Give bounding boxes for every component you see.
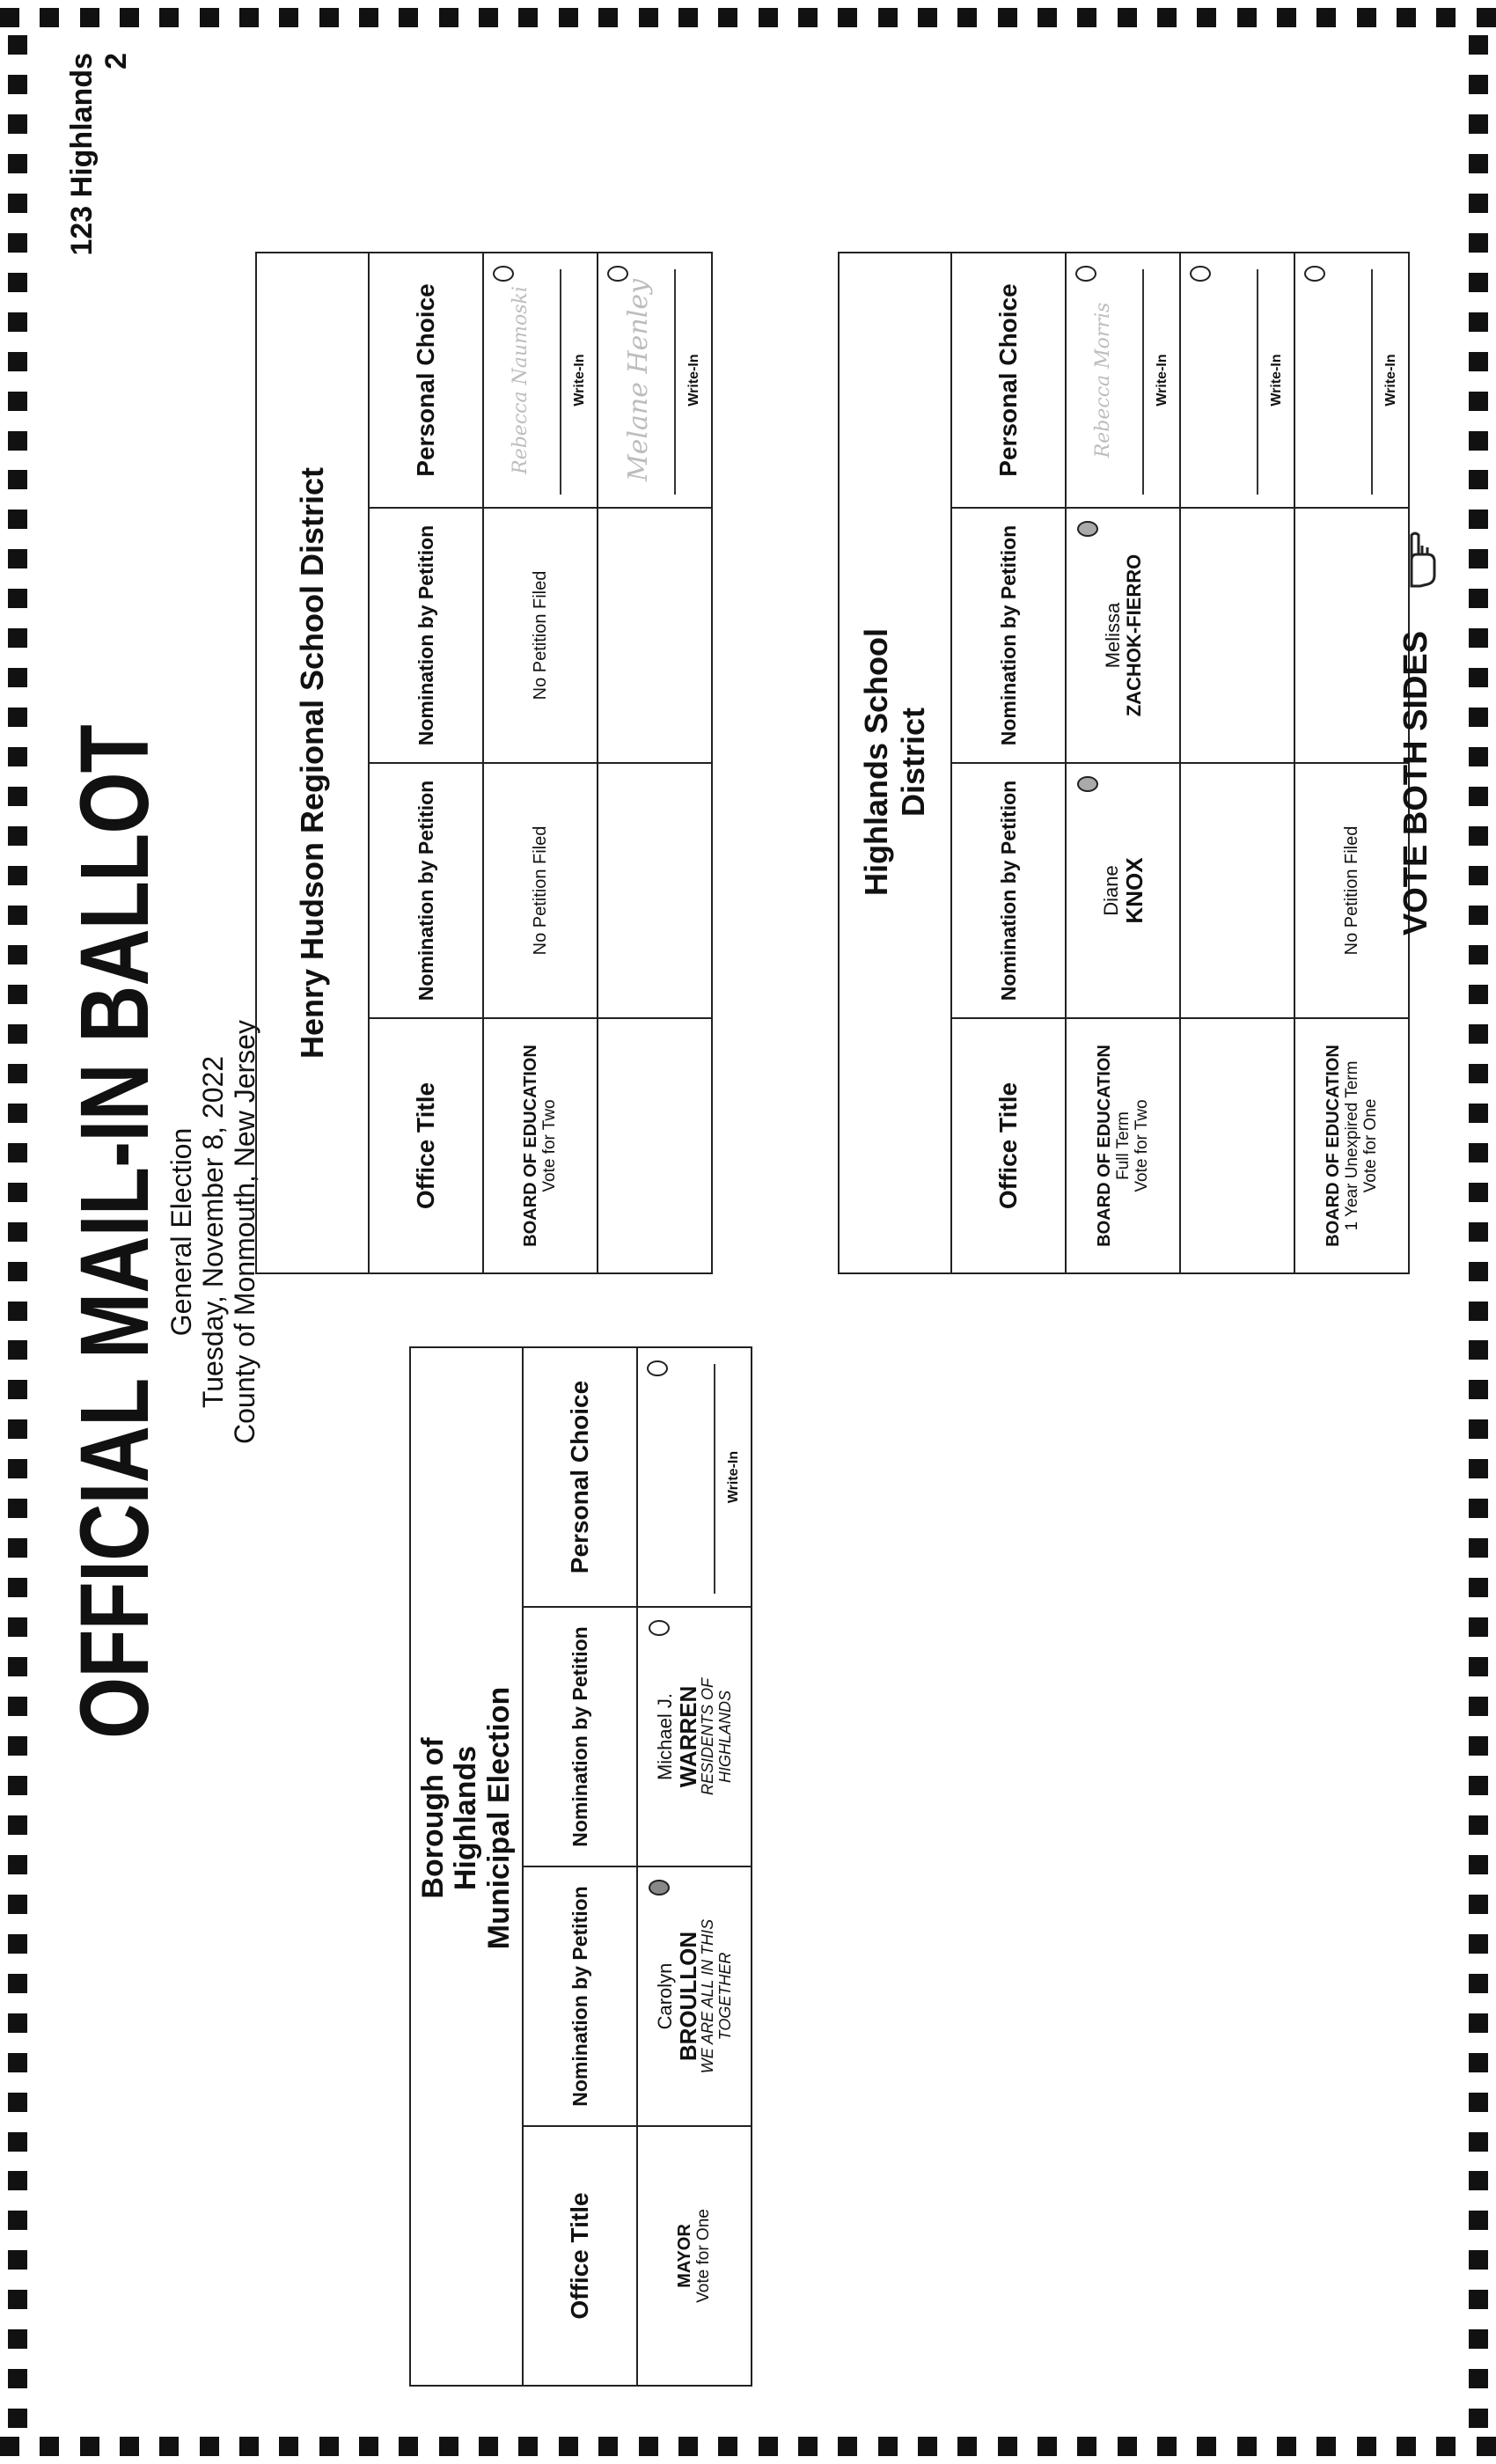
ballot-rotated-content xyxy=(35,35,1461,2429)
timing-mark xyxy=(1469,668,1488,687)
candidate-warren[interactable]: Michael J. WARREN RESIDENTS OF HIGHLANDS xyxy=(637,1607,752,1866)
write-in-line[interactable] xyxy=(1142,269,1144,495)
office-cell-mayor xyxy=(637,2126,752,2386)
timing-mark xyxy=(8,1657,27,1676)
timing-marks-bottom xyxy=(0,2429,1496,2464)
timing-mark xyxy=(1237,2437,1257,2456)
write-in-label: Write-In xyxy=(1269,354,1284,407)
timing-mark xyxy=(1469,352,1488,371)
timing-mark xyxy=(838,8,857,27)
timing-mark xyxy=(1469,787,1488,806)
timing-mark xyxy=(1469,312,1488,332)
timing-mark xyxy=(718,8,737,27)
write-in-mayor[interactable] xyxy=(637,1347,752,1607)
write-in-highlands-2[interactable] xyxy=(1180,253,1294,508)
timing-mark xyxy=(8,1183,27,1202)
timing-mark xyxy=(8,2369,27,2388)
write-in-line[interactable] xyxy=(714,1364,715,1594)
henry-hudson-title: Henry Hudson Regional School District xyxy=(294,466,330,1060)
timing-mark xyxy=(399,8,418,27)
timing-mark xyxy=(8,2013,27,2033)
vote-bubble[interactable] xyxy=(649,1620,670,1636)
ballot-title: OFFICIAL MAIL-IN BALLOT xyxy=(61,725,169,1739)
timing-mark xyxy=(1157,2437,1177,2456)
timing-mark xyxy=(8,1262,27,1281)
write-in-label: Write-In xyxy=(572,354,587,407)
timing-mark xyxy=(1277,2437,1296,2456)
timing-mark xyxy=(1469,628,1488,648)
municipal-title-line2: Municipal Election xyxy=(481,1686,516,1950)
timing-mark xyxy=(8,906,27,925)
timing-mark xyxy=(8,1340,27,1360)
vote-bubble[interactable] xyxy=(1190,266,1211,282)
timing-mark xyxy=(1469,2409,1488,2428)
timing-mark xyxy=(8,114,27,134)
timing-mark xyxy=(1469,1697,1488,1716)
timing-mark xyxy=(798,2437,818,2456)
timing-mark xyxy=(479,2437,498,2456)
timing-mark xyxy=(1469,1024,1488,1044)
timing-mark xyxy=(319,2437,339,2456)
timing-mark xyxy=(8,392,27,411)
timing-mark xyxy=(1469,233,1488,253)
timing-mark xyxy=(1469,985,1488,1004)
timing-mark xyxy=(8,1064,27,1083)
timing-mark xyxy=(1469,2013,1488,2033)
timing-mark xyxy=(8,1419,27,1439)
col-petition-2: Nomination by Petition xyxy=(369,508,483,763)
timing-mark xyxy=(479,8,498,27)
vote-bubble[interactable] xyxy=(1304,266,1325,282)
timing-mark xyxy=(1469,2329,1488,2349)
timing-mark xyxy=(8,2290,27,2309)
highlands-title: Highlands School District xyxy=(858,628,931,897)
timing-mark xyxy=(1469,2211,1488,2230)
timing-mark xyxy=(559,2437,578,2456)
col-petition-1: Nomination by Petition xyxy=(369,763,483,1018)
timing-mark xyxy=(1469,431,1488,451)
timing-mark xyxy=(918,8,937,27)
timing-mark xyxy=(1469,1776,1488,1795)
timing-mark xyxy=(1469,1617,1488,1637)
timing-mark xyxy=(1469,2369,1488,2388)
timing-mark xyxy=(8,549,27,568)
timing-mark xyxy=(957,2437,977,2456)
vote-bubble[interactable] xyxy=(1077,776,1098,792)
col-petition-1: Nomination by Petition xyxy=(523,1866,637,2126)
timing-mark xyxy=(918,2437,937,2456)
col-office-title: Office Title xyxy=(369,1018,483,1273)
timing-mark xyxy=(1469,2171,1488,2190)
timing-mark xyxy=(878,8,898,27)
timing-mark xyxy=(8,1578,27,1597)
timing-mark xyxy=(1469,35,1488,55)
timing-mark xyxy=(8,35,27,55)
timing-mark xyxy=(1469,2132,1488,2152)
timing-mark xyxy=(8,1855,27,1874)
timing-mark xyxy=(8,589,27,608)
timing-mark xyxy=(1197,2437,1216,2456)
timing-mark xyxy=(1397,8,1416,27)
timing-mark xyxy=(1469,1143,1488,1162)
timing-mark xyxy=(957,8,977,27)
timing-mark xyxy=(8,2250,27,2270)
timing-mark xyxy=(1469,1340,1488,1360)
timing-mark xyxy=(1469,1736,1488,1756)
vote-both-sides: VOTE BOTH SIDES xyxy=(1397,630,1434,936)
timing-mark xyxy=(80,2437,99,2456)
timing-mark xyxy=(1469,1380,1488,1399)
timing-mark xyxy=(8,154,27,173)
timing-mark xyxy=(759,8,778,27)
timing-mark xyxy=(998,2437,1017,2456)
timing-mark xyxy=(8,945,27,964)
handwritten-write-in: Melane Henley xyxy=(623,278,654,482)
timing-mark xyxy=(359,2437,378,2456)
timing-mark xyxy=(518,2437,538,2456)
timing-mark xyxy=(1038,8,1057,27)
timing-mark xyxy=(40,2437,59,2456)
timing-mark xyxy=(8,1697,27,1716)
timing-mark xyxy=(598,8,618,27)
timing-mark xyxy=(0,8,19,27)
timing-mark xyxy=(8,1459,27,1478)
timing-mark xyxy=(8,1736,27,1756)
timing-mark xyxy=(1357,2437,1376,2456)
timing-mark xyxy=(678,8,698,27)
municipal-title-line1: Borough of Highlands xyxy=(415,1737,483,1899)
timing-mark xyxy=(1469,2093,1488,2112)
timing-mark xyxy=(1118,8,1137,27)
timing-mark xyxy=(8,2211,27,2230)
timing-mark xyxy=(8,985,27,1004)
timing-mark xyxy=(8,352,27,371)
vote-bubble[interactable] xyxy=(649,1880,670,1896)
write-in-label: Write-In xyxy=(1383,354,1398,407)
timing-mark xyxy=(8,2171,27,2190)
timing-mark xyxy=(718,2437,737,2456)
timing-mark xyxy=(8,431,27,451)
timing-mark xyxy=(1469,589,1488,608)
timing-mark xyxy=(1469,1064,1488,1083)
timing-mark xyxy=(8,194,27,213)
timing-mark xyxy=(399,2437,418,2456)
timing-mark xyxy=(1469,1974,1488,1993)
handwritten-write-in: Rebecca Morris xyxy=(1092,302,1114,458)
timing-mark xyxy=(8,1499,27,1518)
vote-bubble[interactable] xyxy=(647,1360,668,1376)
timing-mark xyxy=(200,8,219,27)
write-in-line[interactable] xyxy=(674,269,676,495)
write-in-label: Write-In xyxy=(726,1450,741,1504)
timing-mark xyxy=(8,2329,27,2349)
timing-mark xyxy=(1469,747,1488,766)
timing-mark xyxy=(1469,1104,1488,1123)
timing-mark xyxy=(1469,1419,1488,1439)
timing-mark xyxy=(1397,2437,1416,2456)
timing-mark xyxy=(8,1302,27,1321)
timing-mark xyxy=(80,8,99,27)
timing-mark xyxy=(279,8,298,27)
timing-mark xyxy=(1469,194,1488,213)
timing-mark xyxy=(8,1895,27,1914)
timing-mark xyxy=(1316,2437,1336,2456)
henry-hudson-race-table xyxy=(255,252,713,1274)
write-in-line[interactable] xyxy=(1257,269,1258,495)
write-in-label: Write-In xyxy=(686,354,701,407)
timing-mark xyxy=(678,2437,698,2456)
pointing-hand-icon xyxy=(1389,528,1441,590)
no-petition-1: No Petition Filed xyxy=(483,763,598,1018)
col-personal-choice: Personal Choice xyxy=(523,1347,637,1607)
timing-mark xyxy=(1469,510,1488,529)
timing-mark xyxy=(1277,8,1296,27)
no-petition-2: No Petition Filed xyxy=(483,508,598,763)
timing-mark xyxy=(1469,906,1488,925)
timing-mark xyxy=(798,8,818,27)
timing-marks-top xyxy=(0,0,1496,35)
timing-mark xyxy=(639,2437,658,2456)
timing-mark xyxy=(120,8,139,27)
timing-mark xyxy=(8,826,27,846)
highlands-race-table xyxy=(838,252,1410,1274)
office-cell-highlands-unexpired: BOARD OF EDUCATION 1 Year Unexpired Term Vote for One xyxy=(1294,1018,1409,1273)
timing-mark xyxy=(439,2437,458,2456)
timing-mark xyxy=(1469,1302,1488,1321)
timing-mark xyxy=(8,866,27,885)
timing-mark xyxy=(159,8,179,27)
timing-mark xyxy=(1469,154,1488,173)
timing-mark xyxy=(1357,8,1376,27)
office-cell-hh-boe: BOARD OF EDUCATION Vote for Two xyxy=(483,1018,598,1273)
timing-mark xyxy=(1469,114,1488,134)
timing-marks-right xyxy=(1461,35,1496,2429)
timing-mark xyxy=(1237,8,1257,27)
timing-mark xyxy=(8,1974,27,1993)
timing-mark xyxy=(8,628,27,648)
timing-mark xyxy=(1038,2437,1057,2456)
timing-mark xyxy=(8,668,27,687)
timing-mark xyxy=(8,2132,27,2152)
candidate-broullon[interactable]: Carolyn BROULLON WE ARE ALL IN THIS TOGETHER xyxy=(637,1866,752,2126)
timing-mark xyxy=(1197,8,1216,27)
timing-mark xyxy=(1077,8,1096,27)
office-sub: Vote for One xyxy=(694,2209,714,2303)
timing-mark xyxy=(1469,1657,1488,1676)
office-cell-highlands-full: BOARD OF EDUCATION Full Term Vote for Two xyxy=(1066,1018,1180,1273)
timing-mark xyxy=(8,1617,27,1637)
timing-mark xyxy=(8,1776,27,1795)
ballot-page xyxy=(35,35,1461,2429)
election-county: County of Monmouth, New Jersey xyxy=(229,1020,260,1444)
timing-mark xyxy=(1477,2437,1496,2456)
write-in-hh-2[interactable] xyxy=(598,253,712,508)
timing-mark xyxy=(8,312,27,332)
timing-mark xyxy=(1469,549,1488,568)
municipal-race-table xyxy=(409,1346,752,2387)
timing-mark xyxy=(1469,1499,1488,1518)
write-in-highlands-3[interactable] xyxy=(1294,253,1409,508)
office-name: MAYOR xyxy=(675,2224,695,2288)
timing-mark xyxy=(8,1143,27,1162)
timing-mark xyxy=(40,8,59,27)
timing-mark xyxy=(1469,2053,1488,2072)
timing-mark xyxy=(120,2437,139,2456)
timing-mark xyxy=(878,2437,898,2456)
timing-mark xyxy=(8,1024,27,1044)
col-personal-choice: Personal Choice xyxy=(951,253,1066,508)
timing-mark xyxy=(239,8,259,27)
timing-mark xyxy=(759,2437,778,2456)
timing-mark xyxy=(598,2437,618,2456)
timing-mark xyxy=(1477,8,1496,27)
timing-mark xyxy=(518,8,538,27)
timing-mark xyxy=(8,1815,27,1835)
timing-mark xyxy=(1077,2437,1096,2456)
timing-mark xyxy=(0,2437,19,2456)
timing-mark xyxy=(8,747,27,766)
election-name: General Election xyxy=(165,1127,197,1337)
timing-mark xyxy=(8,470,27,489)
ballot-id: 123 Highlands 2 xyxy=(65,53,133,256)
timing-mark xyxy=(8,273,27,292)
col-petition-2: Nomination by Petition xyxy=(523,1607,637,1866)
election-date: Tuesday, November 8, 2022 xyxy=(197,1055,229,1409)
vote-bubble[interactable] xyxy=(1077,521,1098,537)
col-petition-2: Nomination by Petition xyxy=(951,508,1066,763)
timing-mark xyxy=(1469,1538,1488,1558)
henry-hudson-race-header xyxy=(256,253,369,1273)
col-office-title: Office Title xyxy=(523,2126,637,2386)
timing-mark xyxy=(8,1104,27,1123)
timing-mark xyxy=(8,1538,27,1558)
timing-mark xyxy=(159,2437,179,2456)
timing-mark xyxy=(279,2437,298,2456)
timing-mark xyxy=(1436,8,1456,27)
write-in-highlands-1[interactable] xyxy=(1066,253,1180,508)
timing-mark xyxy=(1469,1222,1488,1242)
timing-mark xyxy=(1469,2290,1488,2309)
timing-mark xyxy=(8,233,27,253)
timing-mark xyxy=(998,8,1017,27)
no-petition-unexpired: No Petition Filed xyxy=(1294,763,1409,1018)
timing-mark xyxy=(1469,1578,1488,1597)
timing-mark xyxy=(1469,708,1488,727)
timing-mark xyxy=(1469,1262,1488,1281)
timing-mark xyxy=(8,1934,27,1954)
timing-mark xyxy=(239,2437,259,2456)
timing-mark xyxy=(8,510,27,529)
timing-mark xyxy=(8,787,27,806)
timing-marks-left xyxy=(0,35,35,2429)
timing-mark xyxy=(1469,945,1488,964)
timing-mark xyxy=(1469,1815,1488,1835)
timing-mark xyxy=(1157,8,1177,27)
write-in-label: Write-In xyxy=(1155,354,1170,407)
timing-mark xyxy=(8,2409,27,2428)
write-in-line[interactable] xyxy=(1371,269,1373,495)
timing-mark xyxy=(1436,2437,1456,2456)
timing-mark xyxy=(8,2053,27,2072)
timing-mark xyxy=(559,8,578,27)
timing-mark xyxy=(439,8,458,27)
candidate-zachok-fierro[interactable]: Melissa ZACHOK-FIERRO xyxy=(1066,508,1180,763)
timing-mark xyxy=(8,708,27,727)
timing-mark xyxy=(1469,2250,1488,2270)
col-personal-choice: Personal Choice xyxy=(369,253,483,508)
col-office-title: Office Title xyxy=(951,1018,1066,1273)
timing-mark xyxy=(1118,2437,1137,2456)
timing-mark xyxy=(1469,1895,1488,1914)
timing-mark xyxy=(1469,75,1488,94)
timing-mark xyxy=(639,8,658,27)
timing-mark xyxy=(1469,1855,1488,1874)
timing-mark xyxy=(1469,1934,1488,1954)
timing-mark xyxy=(8,2093,27,2112)
timing-mark xyxy=(1469,826,1488,846)
timing-mark xyxy=(1469,470,1488,489)
candidate-knox[interactable]: Diane KNOX xyxy=(1066,763,1180,1018)
highlands-race-header xyxy=(839,253,951,897)
timing-mark xyxy=(319,8,339,27)
timing-mark xyxy=(8,1222,27,1242)
write-in-hh-1[interactable] xyxy=(483,253,598,508)
timing-mark xyxy=(838,2437,857,2456)
timing-mark xyxy=(1469,866,1488,885)
municipal-race-header xyxy=(410,1347,523,1950)
timing-mark xyxy=(1469,1459,1488,1478)
timing-mark xyxy=(8,75,27,94)
timing-mark xyxy=(1316,8,1336,27)
timing-mark xyxy=(359,8,378,27)
timing-mark xyxy=(1469,1183,1488,1202)
timing-mark xyxy=(1469,273,1488,292)
timing-mark xyxy=(1469,392,1488,411)
timing-mark xyxy=(8,1380,27,1399)
handwritten-write-in: Rebecca Naumoski xyxy=(510,286,532,474)
timing-mark xyxy=(200,2437,219,2456)
col-petition-1: Nomination by Petition xyxy=(951,763,1066,1018)
write-in-line[interactable] xyxy=(560,269,561,495)
